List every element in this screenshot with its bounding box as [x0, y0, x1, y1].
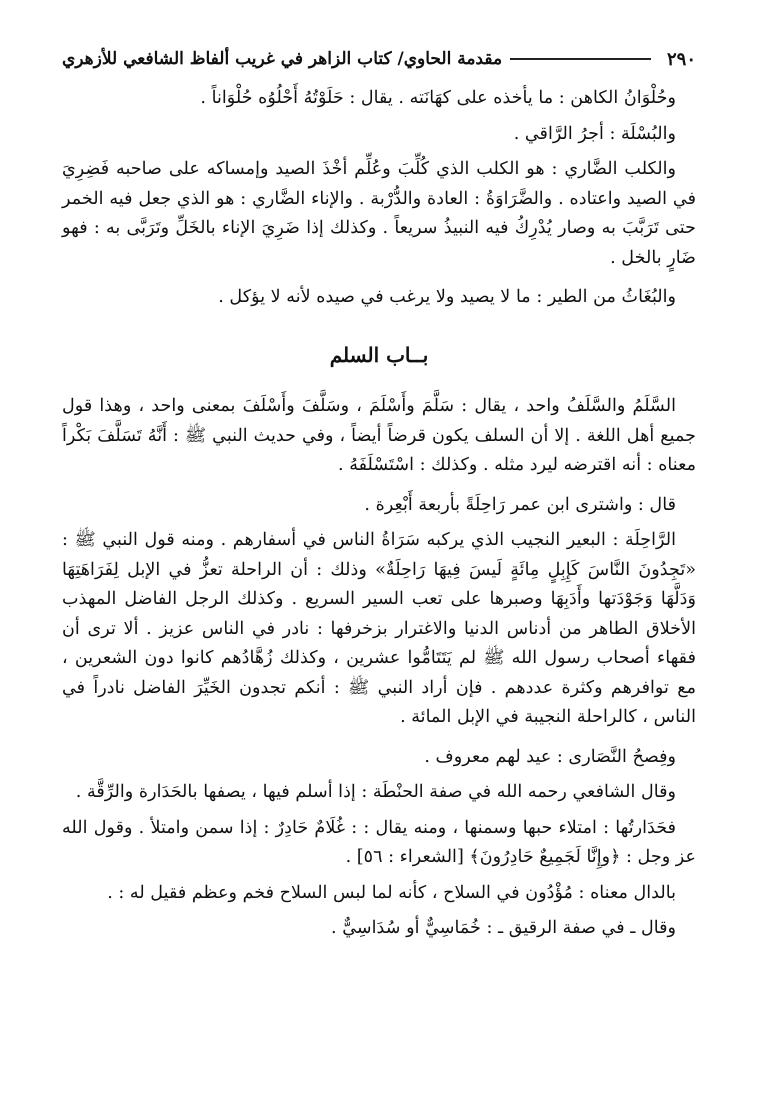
- paragraph-busla: والبُسْلَة : أجرُ الرَّاقي .: [513, 123, 676, 144]
- paragraph-mudun: بالدال معناه : مُؤْدُون في السلاح ، كأنه لما لبس السلاح فخم وعظم فقيل له : .: [107, 882, 676, 903]
- paragraph-hadara: فحَدَارتُها : امتلاء حبها وسمنها ، ومنه يقال : : غُلَامٌ حَادِرٌ : إذا سمن وامتلأ . وقول الله عز وجل : ﴿وإِنَّا لَجَمِيعٌ حَادِرُونَ﴾ [الشعراء : ٥٦] .: [62, 817, 696, 867]
- paragraph-dari-dog: والكلب الضَّاري : هو الكلب الذي كُلِّبَ وعُلِّم أخْذَ الصيد وإمساكه على صاحبه فَضِرِيَ في الصيد واعتاده . والضَّرَاوَةُ : العادة والدُّرْبة . والإناء الضَّاري : هو الذي جعل فيه الخمر حتى تَرَبَّبَ به وصار يُدْرِكُ فيه النبيذُ سريعاً . وكذلك إذا ضَرِيَ الإناء بالخَلِّ وتَرَبَّى به : فهو ضَارٍ بالخل .: [62, 159, 696, 268]
- page-number: ٢٩٠: [666, 48, 696, 70]
- paragraph-hulwan: وحُلْوَانُ الكاهن : ما يأخذه على كهَانَته . يقال : حَلَوْتُهُ أَحْلُوُه حُلْوَاناً .: [200, 88, 676, 108]
- header-title: مقدمة الحاوي/ كتاب الزاهر في غريب ألفاظ الشافعي للأزهري: [62, 49, 503, 69]
- running-header: [62, 44, 696, 74]
- paragraph-hinta: وقال الشافعي رحمه الله في صفة الحنْطَة : إذا أسلم فيها ، يصفها بالحَدَارة والرِّقَّة .: [75, 782, 676, 802]
- paragraph-raqiq: وقال ـ في صفة الرقيق ـ : خُمَاسِيٌّ أو سُدَاسِيٌّ .: [331, 918, 676, 938]
- paragraph-ibn-umar: قال : واشترى ابن عمر رَاحِلَةً بأربعة أَبْعِرة .: [364, 494, 676, 515]
- paragraph-bughath: والبُغَاثُ من الطير : ما لا يصيد ولا يرغب في صيده لأنه لا يؤكل .: [218, 287, 676, 307]
- section-title: بــاب السلم: [329, 342, 429, 367]
- paragraph-salam: السَّلَمُ والسَّلَفُ واحد ، يقال : سَلَّمَ وأَسْلَمَ ، وسَلَّفَ وأَسْلَفَ بمعنى واحد ، وهذا قول جميع أهل اللغة . إلا أن السلف يكون قرضاً أيضاً ، وفي حديث النبي ﷺ : أَنَّهُ تَسَلَّفَ بَكْراً معناه : أنه اقترضه ليرد مثله . وكذلك : اسْتَسْلَفَهُ .: [62, 396, 696, 475]
- paragraph-rahila: الرَّاحِلَة : البعير النجيب الذي يركبه سَرَاةُ الناس في أسفارهم . ومنه قول النبي ﷺ : «تَجِدُونَ النَّاسَ كَإِبِلٍ مِائَةٍ لَيسَ فِيهَا رَاحِلَةٌ» وذلك : أن الراحلة تعزُّ في الإبل لِفَرَاهَتِهَا وَدَلَّهَا وَجَوْدَتها وأَدَبِهَا وصبرها على تعب السير السريع . وكذلك الرجل الفاضل المهذب الأخلاق الطاهر من أدناس الدنيا والاغترار بزخرفها : نادر في الناس عزيز . ألا ترى أن فقهاء أصحاب رسول الله ﷺ لم يَتَتَامُّوا عشرين ، وكذلك زُهَّادُهم كانوا دون الشعرين ، مع توافرهم وكثرة عددهم . فإن أراد النبي ﷺ : أنكم تجدون الخَيِّرَ الفاضل نادراً في الناس ، كالراحلة النجيبة في الإبل المائة .: [62, 530, 696, 727]
- header-rule: [510, 58, 651, 60]
- paragraph-fish-nasara: وفِصحُ النَّصَارى : عيد لهم معروف .: [424, 746, 676, 767]
- page-body: [62, 84, 696, 950]
